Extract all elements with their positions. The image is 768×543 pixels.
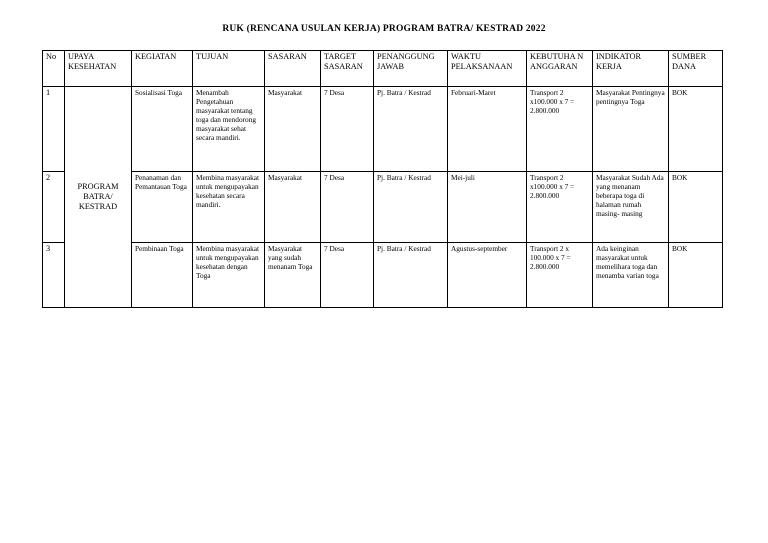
header-kegiatan: KEGIATAN	[132, 51, 193, 87]
header-penanggung-jawab: PENANGGUNG JAWAB	[374, 51, 448, 87]
cell-kebutuhan: Transport 2 x100.000 x 7 = 2.800.000	[527, 87, 593, 172]
cell-kegiatan: Pembinaan Toga	[132, 243, 193, 308]
header-sumber-dana: SUMBER DANA	[669, 51, 723, 87]
header-row	[43, 51, 723, 87]
cell-sumber: BOK	[669, 243, 723, 308]
cell-tujuan: Membina masyarakat untuk mengupayakan kesehatan dengan Toga	[193, 243, 265, 308]
header-tujuan: TUJUAN	[193, 51, 265, 87]
ruk-table	[42, 50, 723, 308]
cell-no: 3	[43, 243, 65, 308]
cell-kegiatan: Penanaman dan Pemantauan Toga	[132, 172, 193, 243]
cell-sumber: BOK	[669, 87, 723, 172]
header-waktu-pelaksanaan: WAKTU PELAKSANAAN	[448, 51, 527, 87]
cell-indikator: Masyarakat Pentingnya pentingnya Toga	[593, 87, 669, 172]
table-row	[43, 243, 723, 308]
cell-indikator: Masyarakat Sudah Ada yang menanam beberapa toga di halaman rumah masing- masing	[593, 172, 669, 243]
cell-sumber: BOK	[669, 172, 723, 243]
table-row	[43, 172, 723, 243]
header-indikator-kerja: INDIKATOR KERJA	[593, 51, 669, 87]
cell-kebutuhan: Transport 2 x100.000 x 7 = 2.800.000	[527, 172, 593, 243]
cell-no: 1	[43, 87, 65, 172]
cell-penanggung: Pj. Batra / Kestrad	[374, 87, 448, 172]
header-no: No	[43, 51, 65, 87]
cell-target: 7 Desa	[321, 243, 374, 308]
cell-sasaran: Masyarakat	[265, 172, 321, 243]
cell-waktu: Mei-juli	[448, 172, 527, 243]
header-kebutuhan-anggaran: KEBUTUHA N ANGGARAN	[527, 51, 593, 87]
cell-waktu: Februari-Maret	[448, 87, 527, 172]
cell-program: PROGRAM BATRA/ KESTRAD	[65, 87, 132, 308]
cell-tujuan: Menambah Pengetahuan masyarakat tentang toga dan mendorong masyarakat sehat secara mandiri.	[193, 87, 265, 172]
cell-kebutuhan: Transport 2 x 100.000 x 7 = 2.800.000	[527, 243, 593, 308]
document-title: RUK (RENCANA USULAN KERJA) PROGRAM BATRA/ KESTRAD 2022	[222, 24, 546, 34]
cell-no: 2	[43, 172, 65, 243]
cell-penanggung: Pj. Batra / Kestrad	[374, 243, 448, 308]
header-target-sasaran: TARGET SASARAN	[321, 51, 374, 87]
cell-sasaran: Masyarakat yang sudah menanam Toga	[265, 243, 321, 308]
cell-indikator: Ada keinginan masyarakat untuk memelihara toga dan menamba varian toga	[593, 243, 669, 308]
header-sasaran: SASARAN	[265, 51, 321, 87]
cell-target: 7 Desa	[321, 172, 374, 243]
cell-waktu: Agustus-september	[448, 243, 527, 308]
cell-target: 7 Desa	[321, 87, 374, 172]
header-upaya-kesehatan: UPAYA KESEHATAN	[65, 51, 132, 87]
table-row	[43, 87, 723, 172]
cell-kegiatan: Sosialisasi Toga	[132, 87, 193, 172]
cell-penanggung: Pj. Batra / Kestrad	[374, 172, 448, 243]
cell-sasaran: Masyarakat	[265, 87, 321, 172]
cell-tujuan: Membina masyarakat untuk mengupayakan kesehatan secara mandiri.	[193, 172, 265, 243]
